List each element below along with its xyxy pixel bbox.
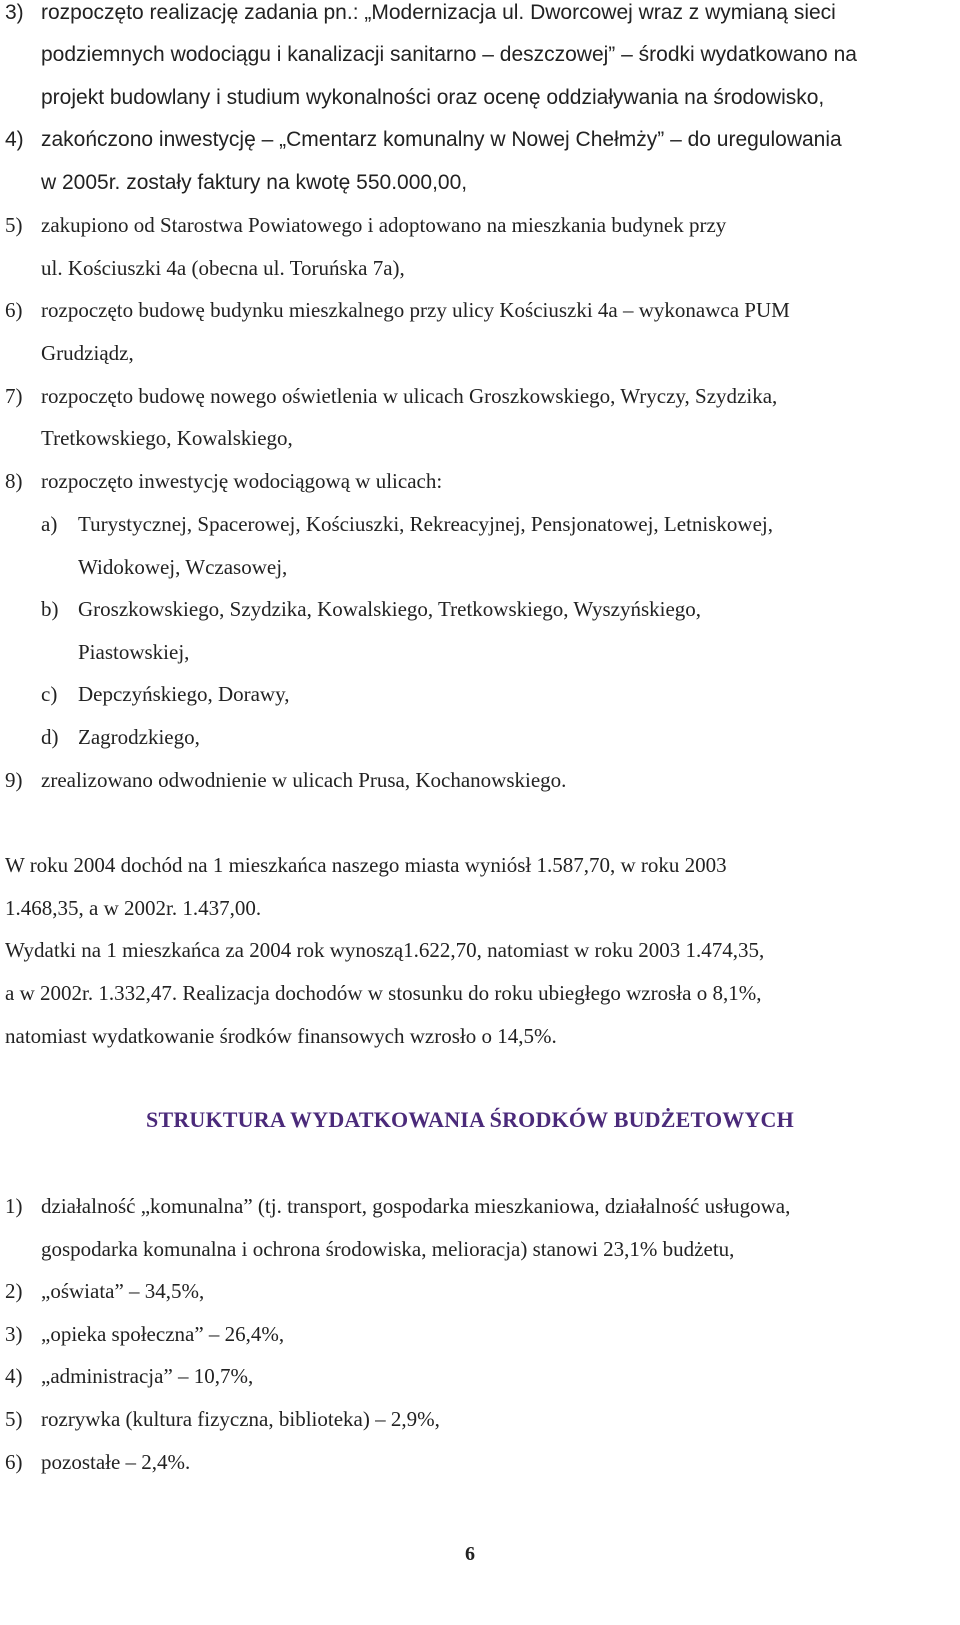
list-item-text: zakończono inwestycję – „Cmentarz komunalny w Nowej Chełmży” – do uregulowania (41, 128, 842, 151)
list-item-text: zrealizowano odwodnienie w ulicach Prusa, Kochanowskiego. (41, 768, 567, 792)
expenses-paragraph-line-3: natomiast wydatkowanie środków finansowych wzrosło o 14,5%. (5, 1024, 557, 1048)
list-item-text: w 2005r. zostały faktury na kwotę 550.000,00, (41, 171, 468, 194)
income-paragraph-line-1: W roku 2004 dochód na 1 mieszkańca naszego miasta wyniósł 1.587,70, w roku 2003 (5, 853, 727, 877)
list-item-text: „administracja” – 10,7%, (41, 1364, 254, 1388)
list-number: 9) (5, 768, 23, 792)
list-item-text: podziemnych wodociągu i kanalizacji sanitarno – deszczowej” – środki wydatkowano na (41, 43, 857, 66)
sublist-item-text: Zagrodzkiego, (78, 725, 200, 749)
list-item-text: „opieka społeczna” – 26,4%, (41, 1322, 285, 1346)
section-heading: STRUKTURA WYDATKOWANIA ŚRODKÓW BUDŻETOWYCH (146, 1107, 794, 1132)
list-item-text: zakupiono od Starostwa Powiatowego i adoptowano na mieszkania budynek przy (41, 213, 727, 237)
list-number: 4) (5, 128, 24, 151)
list-number: 2) (5, 1279, 23, 1303)
list-item-text: rozpoczęto budowę budynku mieszkalnego przy ulicy Kościuszki 4a – wykonawca PUM (41, 298, 790, 322)
list-number: 3) (5, 1322, 23, 1346)
list-item-text: projekt budowlany i studium wykonalności oraz ocenę oddziaływania na środowisko, (41, 86, 825, 109)
list-number: 5) (5, 213, 23, 237)
list-number: 7) (5, 384, 23, 408)
list-item-text: Tretkowskiego, Kowalskiego, (41, 426, 293, 450)
list-item-text: Grudziądz, (41, 341, 134, 365)
expenses-paragraph-line-2: a w 2002r. 1.332,47. Realizacja dochodów w stosunku do roku ubiegłego wzrosła o 8,1%, (5, 981, 762, 1005)
list-item-text: rozpoczęto inwestycję wodociągową w ulicach: (41, 469, 443, 493)
sublist-letter: d) (41, 725, 59, 749)
list-number: 4) (5, 1364, 23, 1388)
list-item-text: gospodarka komunalna i ochrona środowiska, melioracja) stanowi 23,1% budżetu, (41, 1237, 735, 1261)
list-number: 8) (5, 469, 23, 493)
list-number: 6) (5, 1450, 23, 1474)
list-number: 6) (5, 298, 23, 322)
sublist-item-text: Widokowej, Wczasowej, (78, 555, 288, 579)
list-item-text: rozpoczęto budowę nowego oświetlenia w ulicach Groszkowskiego, Wryczy, Szydzika, (41, 384, 778, 408)
list-item-text: ul. Kościuszki 4a (obecna ul. Toruńska 7a), (41, 256, 405, 280)
sublist-letter: c) (41, 682, 58, 706)
list-item-text: działalność „komunalna” (tj. transport, gospodarka mieszkaniowa, działalność usługowa, (41, 1194, 791, 1218)
income-paragraph-line-2: 1.468,35, a w 2002r. 1.437,00. (5, 896, 262, 920)
list-number: 3) (5, 1, 24, 24)
sublist-letter: b) (41, 597, 59, 621)
list-item-text: pozostałe – 2,4%. (41, 1450, 191, 1474)
sublist-item-text: Piastowskiej, (78, 640, 190, 664)
sublist-item-text: Turystycznej, Spacerowej, Kościuszki, Rekreacyjnej, Pensjonatowej, Letniskowej, (78, 512, 773, 536)
list-item-text: rozpoczęto realizację zadania pn.: „Modernizacja ul. Dworcowej wraz z wymianą sieci (41, 1, 836, 24)
expenses-paragraph-line-1: Wydatki na 1 mieszkańca za 2004 rok wynoszą1.622,70, natomiast w roku 2003 1.474,35, (5, 938, 765, 962)
list-item-text: „oświata” – 34,5%, (41, 1279, 205, 1303)
list-item-text: rozrywka (kultura fizyczna, biblioteka) – 2,9%, (41, 1407, 440, 1431)
sublist-letter: a) (41, 512, 58, 536)
list-number: 1) (5, 1194, 23, 1218)
sublist-item-text: Groszkowskiego, Szydzika, Kowalskiego, Tretkowskiego, Wyszyńskiego, (78, 597, 702, 621)
list-number: 5) (5, 1407, 23, 1431)
page-number: 6 (465, 1543, 475, 1565)
sublist-item-text: Depczyńskiego, Dorawy, (78, 682, 290, 706)
